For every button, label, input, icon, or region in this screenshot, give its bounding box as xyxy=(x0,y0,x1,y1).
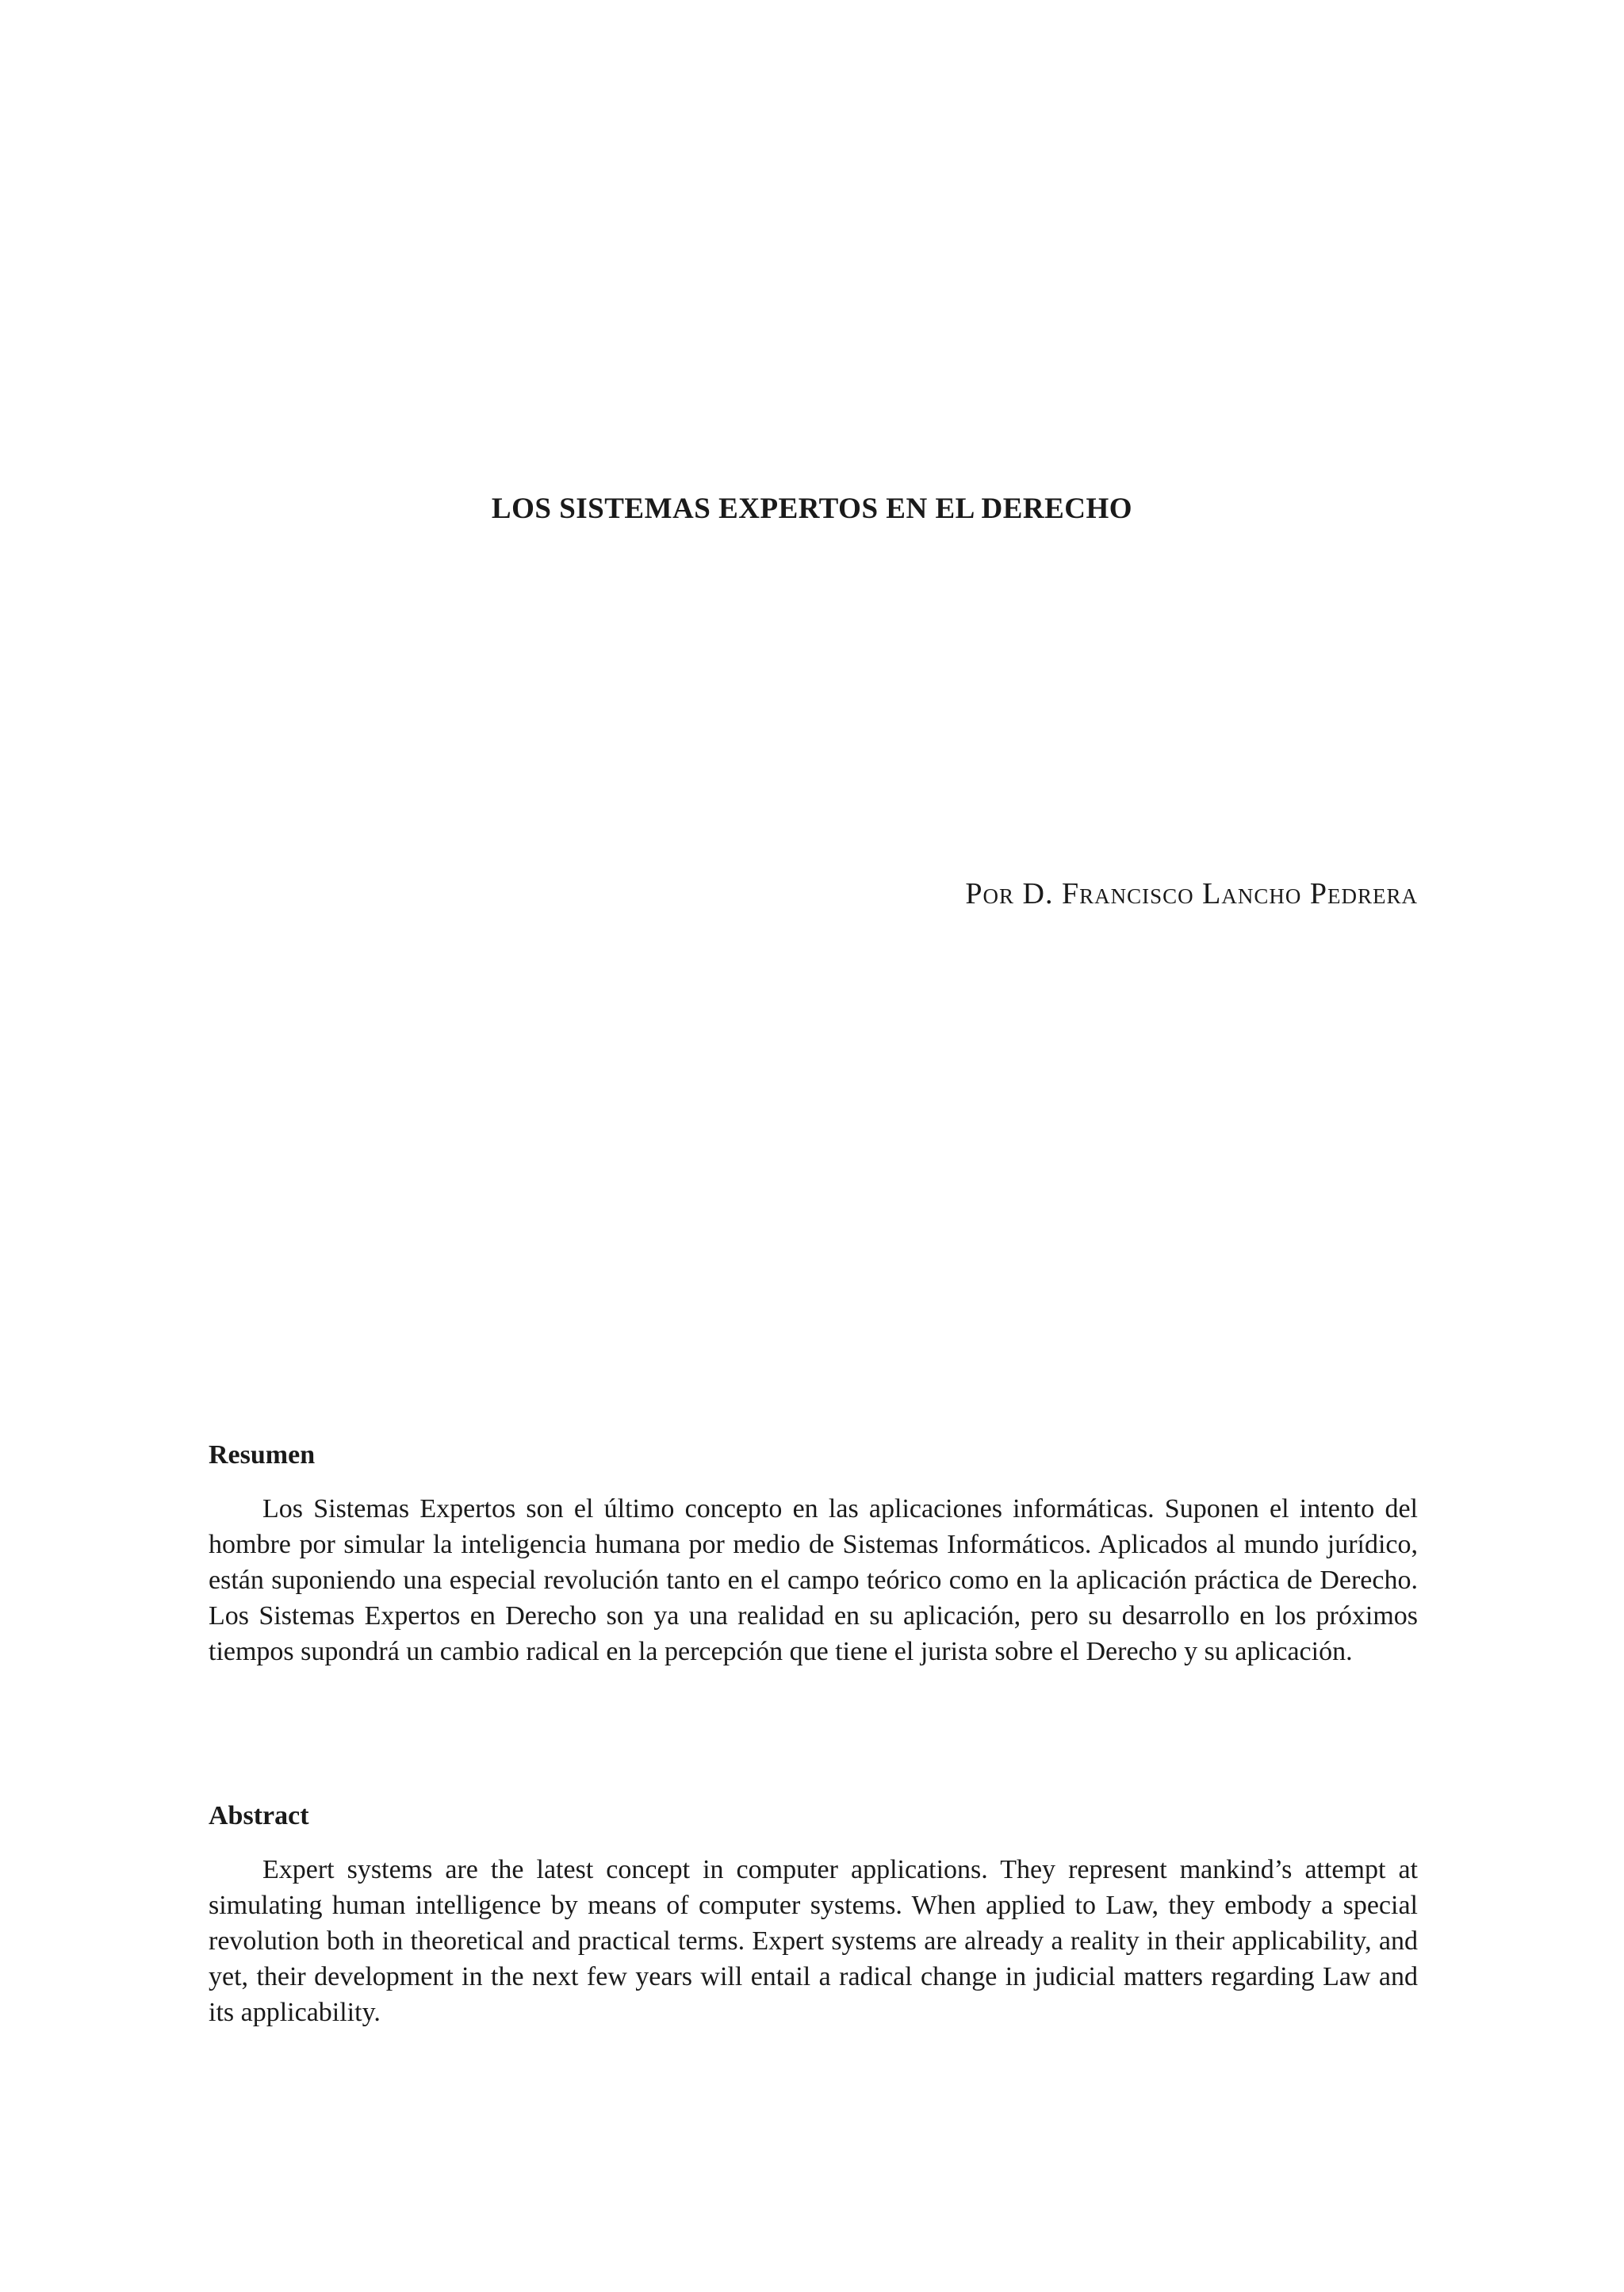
abstract-section xyxy=(209,1800,1418,2030)
abstract-heading: Abstract xyxy=(209,1801,309,1830)
resumen-section xyxy=(209,1439,1418,1669)
abstract-body: Expert systems are the latest concept in computer applications. They represent mankind’s attempt at simulating human intelligence by means of computer systems. When applied to Law, they embody a special revolution both in theoretical and practical terms. Expert systems are already a reality in their applicability, and yet, their development in the next few years will entail a radical change in judicial matters regarding Law and its applicability. xyxy=(209,1854,1418,2027)
article-title: LOS SISTEMAS EXPERTOS EN EL DERECHO xyxy=(491,493,1133,525)
resumen-heading: Resumen xyxy=(209,1440,316,1470)
author-byline: Por D. Francisco Lancho Pedrera xyxy=(965,877,1418,910)
resumen-body: Los Sistemas Expertos son el último concepto en las aplicaciones informáticas. Suponen el intento del hombre por simular la inteligencia humana por medio de Sistemas Informáticos. Aplicados al mundo jurídico, están suponiendo una especial revolución tanto en el campo teórico como en la aplicación práctica de Derecho. Los Sistemas Expertos en Derecho son ya una realidad en su aplicación, pero su desarrollo en los próximos tiempos supondrá un cambio radical en la percepción que tiene el jurista sobre el Derecho y su aplicación. xyxy=(209,1493,1418,1666)
